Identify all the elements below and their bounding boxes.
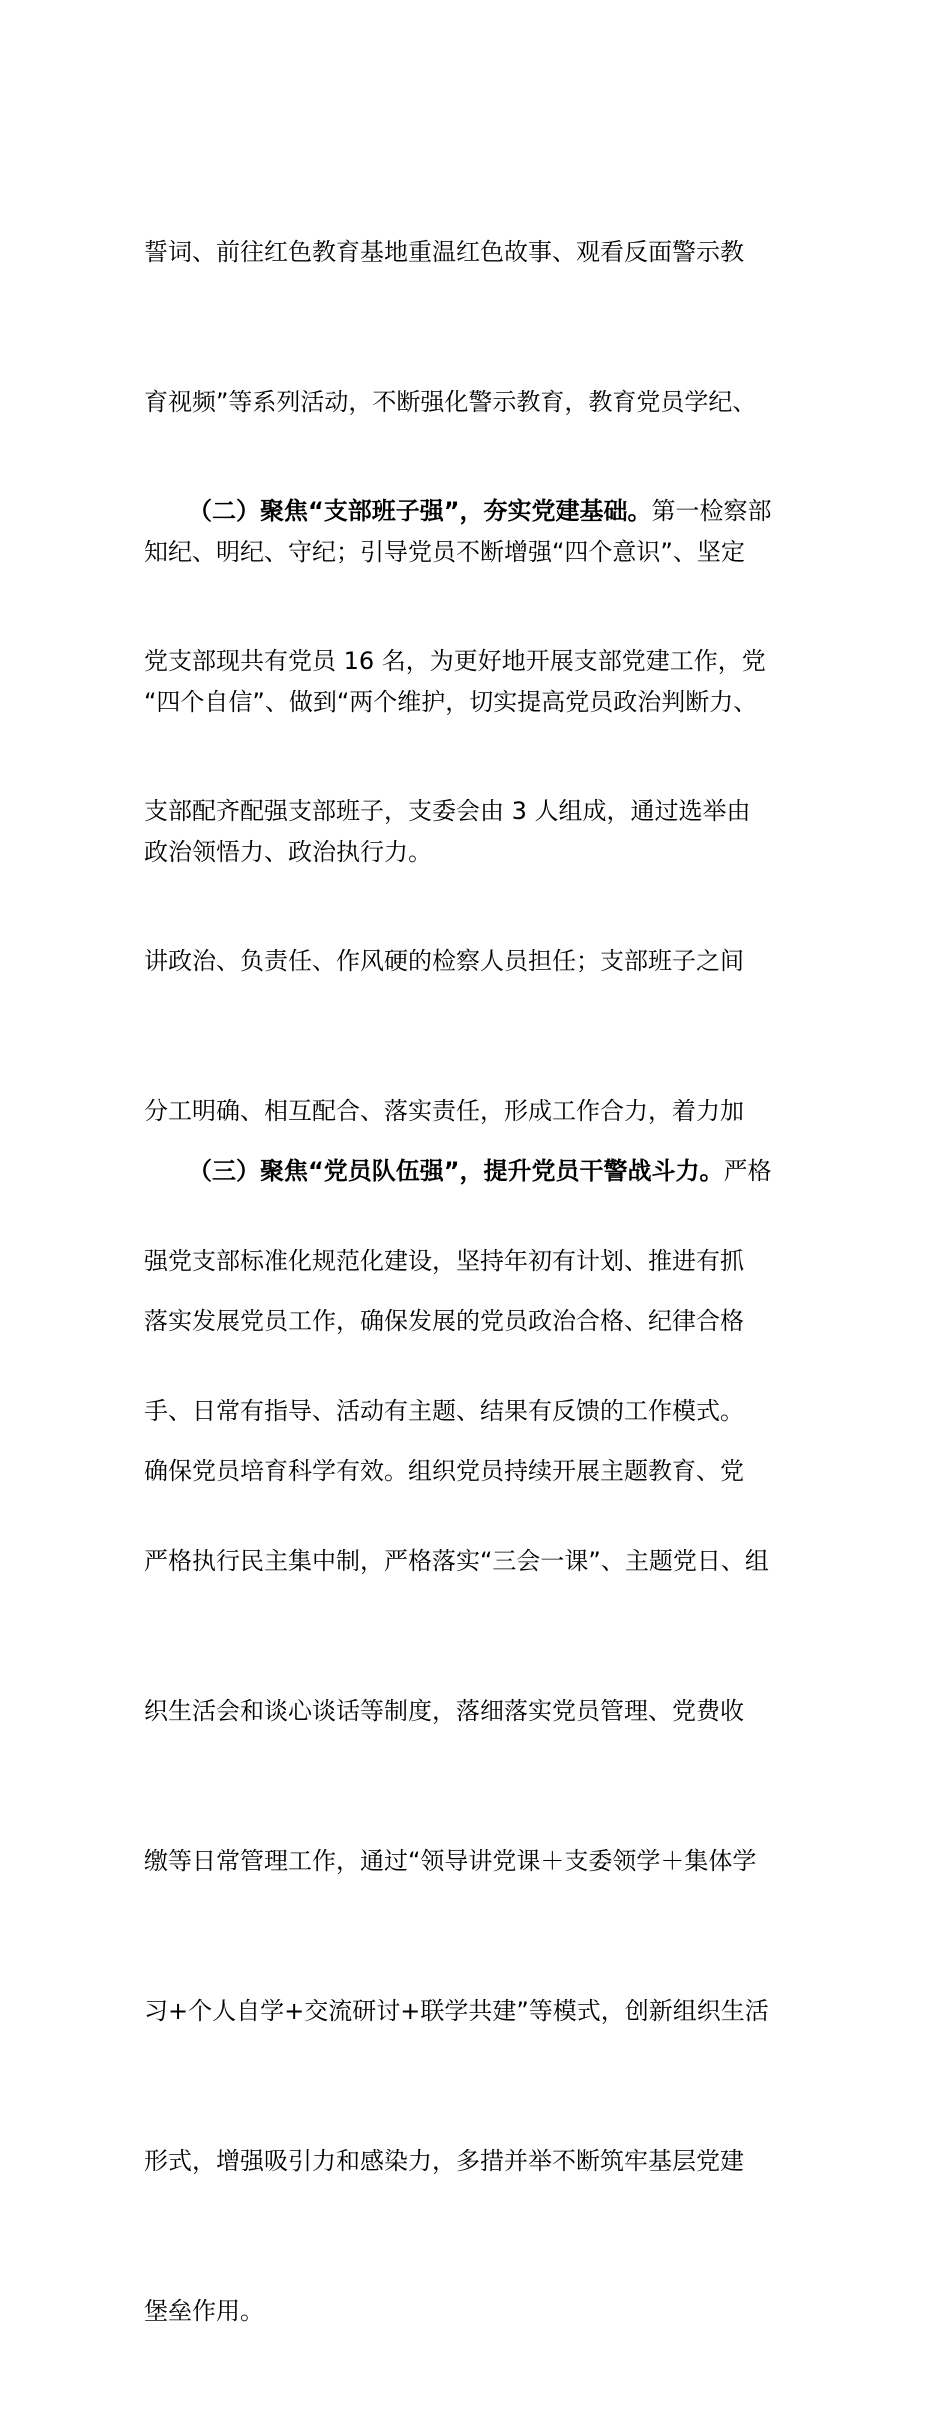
paragraph-line: 讲政治、负责任、作风硬的检察人员担任；支部班子之间 [144, 947, 744, 975]
paragraph-line: 形式，增强吸引力和感染力，多措并举不断筑牢基层党建 [144, 2147, 744, 2175]
paragraph-text: 严格 [723, 1157, 772, 1185]
paragraph-line: 落实发展党员工作，确保发展的党员政治合格、纪律合格 [144, 1307, 744, 1335]
paragraph-line: 强党支部标准化规范化建设，坚持年初有计划、推进有抓 [144, 1247, 744, 1275]
paragraph-text: 第一检察部 [651, 497, 772, 525]
paragraph-line: 党支部现共有党员 16 名，为更好地开展支部党建工作，党 [144, 647, 766, 675]
paragraph-line: 支部配齐配强支部班子，支委会由 3 人组成，通过选举由 [144, 797, 751, 825]
paragraph-line: 手、日常有指导、活动有主题、结果有反馈的工作模式。 [144, 1397, 744, 1425]
paragraph-line: 习+个人自学+交流研讨+联学共建”等模式，创新组织生活 [144, 1997, 769, 2025]
paragraph-line: “四个自信”、做到“两个维护，切实提高党员政治判断力、 [144, 688, 758, 716]
paragraph-line: 育视频”等系列活动，不断强化警示教育，教育党员学纪、 [144, 388, 757, 416]
paragraph-line: 堡垒作用。 [144, 2297, 264, 2325]
paragraph-line: 缴等日常管理工作，通过“领导讲党课＋支委领学＋集体学 [144, 1847, 757, 1875]
paragraph-3 [144, 1046, 772, 1596]
paragraph-line: 政治领悟力、政治执行力。 [144, 838, 432, 866]
paragraph-first-line [144, 1146, 772, 1196]
paragraph-line: 织生活会和谈心谈话等制度，落细落实党员管理、党费收 [144, 1697, 744, 1725]
paragraph-line: 分工明确、相互配合、落实责任，形成工作合力，着力加 [144, 1097, 744, 1125]
section-heading: （三）聚焦“党员队伍强”，提升党员干警战斗力。 [188, 1157, 724, 1185]
paragraph-line: 知纪、明纪、守纪；引导党员不断增强“四个意识”、坚定 [144, 538, 745, 566]
paragraph-first-line [144, 486, 772, 536]
paragraph-line: 严格执行民主集中制，严格落实“三会一课”、主题党日、组 [144, 1547, 769, 1575]
paragraph-line: 确保党员培育科学有效。组织党员持续开展主题教育、党 [144, 1457, 744, 1485]
paragraph-line: 誓词、前往红色教育基地重温红色故事、观看反面警示教 [144, 238, 744, 266]
section-heading: （二）聚焦“支部班子强”，夯实党建基础。 [188, 497, 652, 525]
